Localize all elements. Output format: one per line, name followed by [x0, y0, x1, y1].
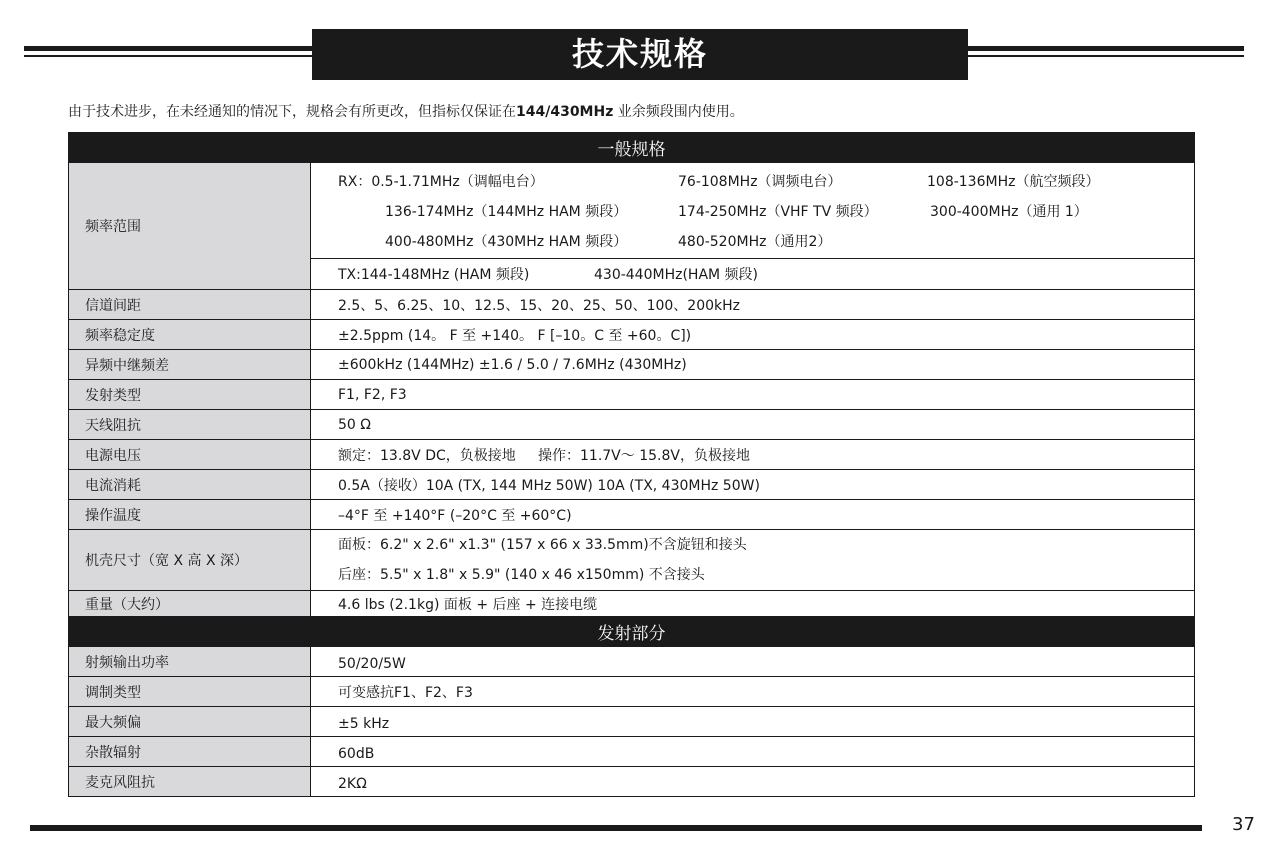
table-row: [69, 410, 1195, 440]
row-value: ±600kHz (144MHz) ±1.6 / 5.0 / 7.6MHz (430MHz): [311, 350, 1195, 380]
freq-rx-2b: 174-250MHz（VHF TV 频段）: [678, 203, 878, 220]
table-row-freq-range: [69, 163, 1195, 259]
row-value: 50/20/5W: [311, 647, 1195, 677]
page-number: 37: [1232, 814, 1255, 835]
row-label: 天线阻抗: [69, 410, 311, 440]
size-line-base: 后座：5.5" x 1.8" x 5.9" (140 x 46 x150mm) 不含接头: [338, 567, 705, 583]
row-label: 杂散辐射: [69, 737, 311, 767]
row-label: 麦克风阻抗: [69, 767, 311, 797]
row-label: 电流消耗: [69, 470, 311, 500]
intro-text: [68, 102, 744, 122]
row-value: 4.6 lbs (2.1kg) 面板 + 后座 + 连接电缆: [311, 591, 1195, 617]
row-label: 机壳尺寸（宽 X 高 X 深）: [69, 530, 311, 591]
intro-prefix: 由于技术进步，在未经通知的情况下，规格会有所更改，但指标仅保证在: [68, 104, 516, 120]
freq-rx-1a: RX：0.5-1.71MHz（调幅电台）: [338, 173, 544, 190]
row-value: ±2.5ppm (14。 F 至 +140。 F [–10。C 至 +60。C]): [311, 320, 1195, 350]
freq-tx-cell: [311, 259, 1195, 290]
row-label: 调制类型: [69, 677, 311, 707]
row-value: 可变感抗F1、F2、F3: [311, 677, 1195, 707]
row-label: 信道间距: [69, 290, 311, 320]
row-value: [311, 530, 1195, 591]
row-value: 2KΩ: [311, 767, 1195, 797]
size-line-panel: 面板：6.2" x 2.6" x1.3" (157 x 66 x 33.5mm)不含旋钮和接头: [338, 537, 747, 553]
spec-table: [68, 132, 1195, 797]
row-label: 操作温度: [69, 500, 311, 530]
freq-rx-1b: 76-108MHz（调频电台）: [678, 173, 842, 190]
section-heading-transmit: 发射部分: [69, 617, 1195, 647]
row-label: 异频中继频差: [69, 350, 311, 380]
intro-bold-band: 144/430MHz: [516, 104, 614, 120]
table-row: [69, 737, 1195, 767]
table-row: [69, 470, 1195, 500]
page-title: 技术规格: [312, 29, 968, 80]
freq-rx-2a: 136-174MHz（144MHz HAM 频段）: [385, 203, 628, 220]
table-row: [69, 290, 1195, 320]
row-label: 频率范围: [69, 163, 311, 290]
table-row: [69, 320, 1195, 350]
section-heading-general: 一般规格: [69, 133, 1195, 163]
freq-tx-a: TX:144-148MHz (HAM 频段): [338, 267, 530, 283]
row-value: 0.5A（接收）10A (TX, 144 MHz 50W) 10A (TX, 430MHz 50W): [311, 470, 1195, 500]
row-value: 2.5、5、6.25、10、12.5、15、20、25、50、100、200kHz: [311, 290, 1195, 320]
table-row-size: [69, 530, 1195, 591]
table-row: [69, 647, 1195, 677]
row-value: 60dB: [311, 737, 1195, 767]
table-row: [69, 380, 1195, 410]
row-label: 射频输出功率: [69, 647, 311, 677]
freq-rx-1c: 108-136MHz（航空频段）: [927, 173, 1100, 190]
freq-rx-3b: 480-520MHz（通用2）: [678, 233, 832, 250]
row-value: 50 Ω: [311, 410, 1195, 440]
row-value: ±5 kHz: [311, 707, 1195, 737]
row-label: 重量（大约）: [69, 591, 311, 617]
row-label: 电源电压: [69, 440, 311, 470]
table-row: [69, 767, 1195, 797]
row-label: 频率稳定度: [69, 320, 311, 350]
table-row: [69, 707, 1195, 737]
footer-rule: [30, 825, 1202, 831]
row-value: –4°F 至 +140°F (–20°C 至 +60°C): [311, 500, 1195, 530]
table-row: [69, 677, 1195, 707]
row-value: F1, F2, F3: [311, 380, 1195, 410]
freq-rx-cell: [311, 163, 1195, 259]
freq-tx-b: 430-440MHz(HAM 频段): [594, 267, 759, 283]
intro-suffix: 业余频段围内使用。: [613, 104, 744, 120]
table-row: [69, 440, 1195, 470]
freq-rx-3a: 400-480MHz（430MHz HAM 频段）: [385, 233, 628, 250]
row-value: 额定：13.8V DC，负极接地 操作：11.7V～ 15.8V，负极接地: [311, 440, 1195, 470]
table-row: [69, 350, 1195, 380]
freq-rx-2c: 300-400MHz（通用 1）: [930, 203, 1088, 220]
table-row: [69, 591, 1195, 617]
table-row: [69, 500, 1195, 530]
row-label: 发射类型: [69, 380, 311, 410]
row-label: 最大频偏: [69, 707, 311, 737]
